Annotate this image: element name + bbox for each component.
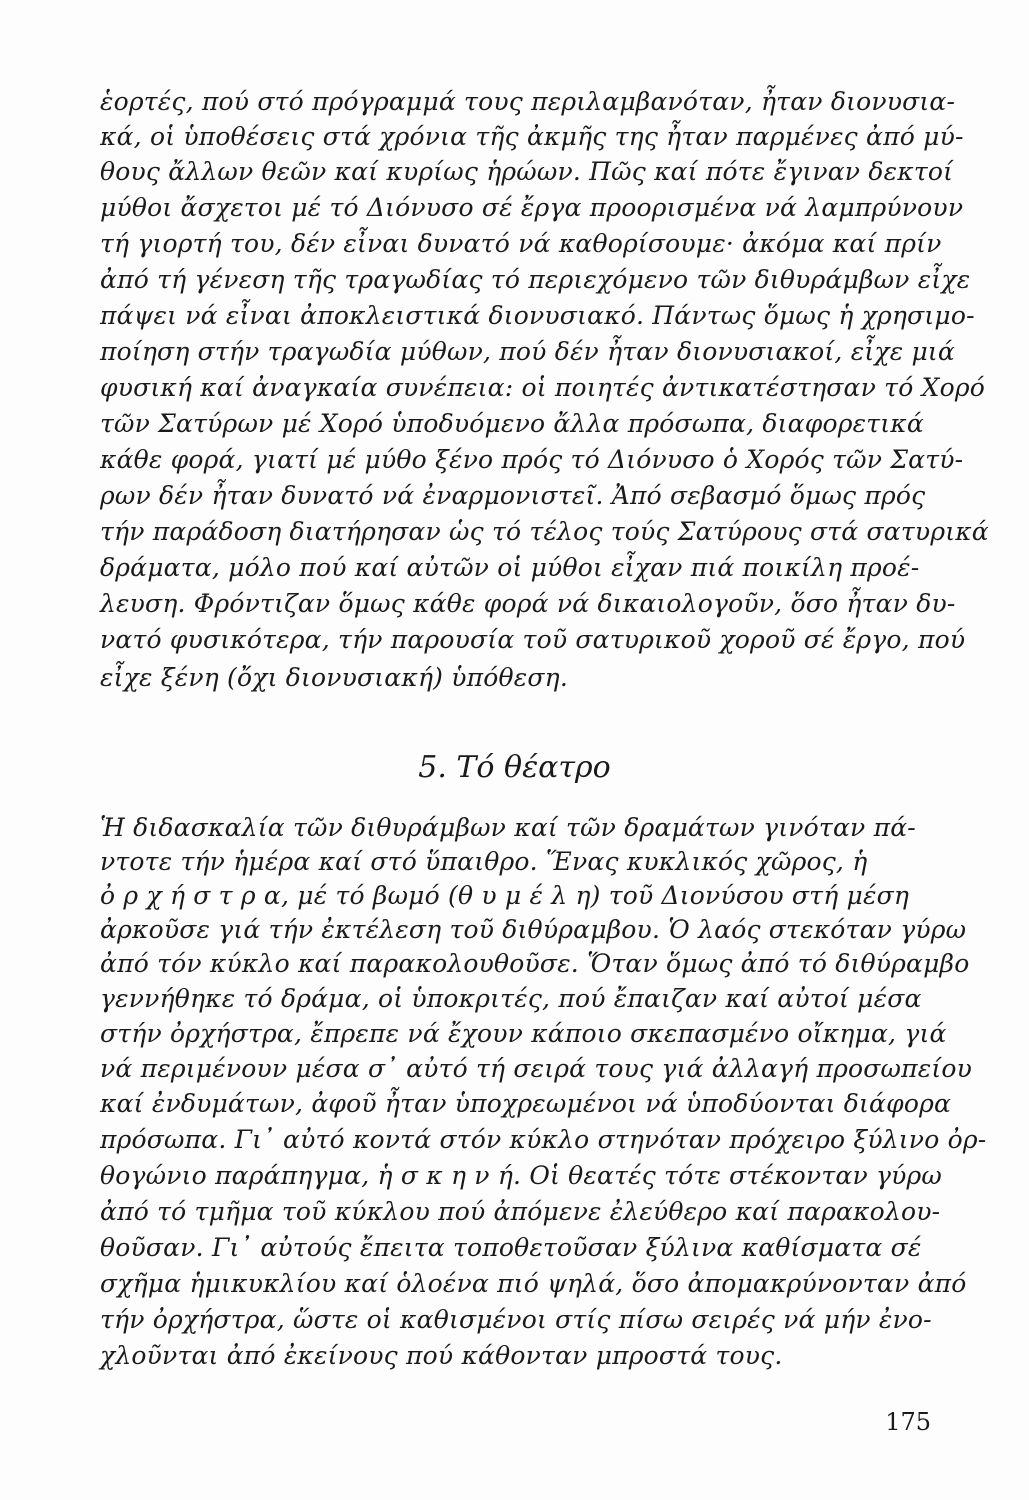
text-line: ἀπό τή γένεση τῆς τραγωδίας τό περιεχόμενο τῶν διθυράμβων εἶχε	[100, 265, 971, 294]
text-line: πρόσωπα. Γι᾽ αὐτό κοντά στόν κύκλο στηνόταν πρόχειρο ξύλινο ὀρ-	[100, 1125, 987, 1154]
text-line: τῶν Σατύρων μέ Χορό ὑποδυόμενο ἄλλα πρόσωπα, διαφορετικά	[100, 409, 924, 438]
text-line: λευση. Φρόντιζαν ὅμως κάθε φορά νά δικαιολογοῦν, ὅσο ἦταν δυ-	[100, 589, 956, 618]
text-line: θογώνιο παράπηγμα, ἡ σ κ η ν ή. Οἱ θεατές τότε στέκονταν γύρω	[100, 1161, 943, 1190]
text-line: θοῦσαν. Γι᾽ αὐτούς ἔπειτα τοποθετοῦσαν ξύλινα καθίσματα σέ	[100, 1233, 922, 1262]
text-line: στήν ὀρχήστρα, ἔπρεπε νά ἔχουν κάποιο σκεπασμένο οἴκημα, γιά	[100, 1019, 947, 1048]
text-line: δράματα, μόλο πού καί αὐτῶν οἱ μύθοι εἶχαν πιά ποικίλη προέ-	[100, 553, 920, 582]
text-line: ποίηση στήν τραγωδία μύθων, πού δέν ἦταν διονυσιακοί, εἶχε μιά	[100, 337, 955, 366]
text-line: κάθε φορά, γιατί μέ μύθο ξένο πρός τό Διόνυσο ὁ Χορός τῶν Σατύ-	[100, 445, 964, 474]
text-line: μύθοι ἄσχετοι μέ τό Διόνυσο σέ ἔργα προορισμένα νά λαμπρύνουν	[100, 193, 964, 222]
text-line: καί ἐνδυμάτων, ἀφοῦ ἦταν ὑποχρεωμένοι νά ὑποδύονται διάφορα	[100, 1089, 952, 1118]
section-heading: 5. Τό θέατρο	[418, 750, 611, 785]
text-line: εἶχε ξένη (ὄχι διονυσιακή) ὑπόθεση.	[100, 663, 568, 692]
page-number: 175	[885, 1408, 931, 1436]
text-line: σχῆμα ἡμικυκλίου καί ὁλοένα πιό ψηλά, ὅσο ἀπομακρύνονταν ἀπό	[100, 1269, 967, 1298]
text-line: νά περιμένουν μέσα σ᾽ αὐτό τή σειρά τους γιά ἀλλαγή προσωπείου	[100, 1054, 973, 1083]
text-line: τήν παράδοση διατήρησαν ὡς τό τέλος τούς Σατύρους στά σατυρικά	[100, 517, 989, 546]
text-line: ἀρκοῦσε γιά τήν ἐκτέλεση τοῦ διθύραμβου. Ὁ λαός στεκόταν γύρω	[100, 915, 967, 944]
text-line: ἀπό τόν κύκλο καί παρακολουθοῦσε. Ὅταν ὅμως ἀπό τό διθύραμβο	[100, 949, 970, 978]
text-line: φυσική καί ἀναγκαία συνέπεια: οἱ ποιητές ἀντικατέστησαν τό Χορό	[100, 373, 985, 402]
text-line: γεννήθηκε τό δράμα, οἱ ὑποκριτές, πού ἔπαιζαν καί αὐτοί μέσα	[100, 984, 922, 1013]
text-line: τή γιορτή του, δέν εἶναι δυνατό νά καθορίσουμε· ἀκόμα καί πρίν	[100, 229, 942, 258]
text-line: Ἡ διδασκαλία τῶν διθυράμβων καί τῶν δραμάτων γινόταν πά-	[100, 813, 916, 842]
text-line: νατό φυσικότερα, τήν παρουσία τοῦ σατυρικοῦ χοροῦ σέ ἔργο, πού	[100, 625, 966, 654]
text-line: ρων δέν ἦταν δυνατό νά ἐναρμονιστεῖ. Ἀπό σεβασμό ὅμως πρός	[100, 481, 926, 510]
text-line: θους ἄλλων θεῶν καί κυρίως ἡρώων. Πῶς καί πότε ἔγιναν δεκτοί	[100, 157, 954, 186]
text-line: τήν ὀρχήστρα, ὥστε οἱ καθισμένοι στίς πίσω σειρές νά μήν ἐνο-	[100, 1305, 932, 1334]
text-line: ἑορτές, πού στό πρόγραμμά τους περιλαμβανόταν, ἦταν διονυσια-	[100, 87, 956, 116]
text-line: ἀπό τό τμῆμα τοῦ κύκλου πού ἀπόμενε ἐλεύθερο καί παρακολου-	[100, 1197, 941, 1226]
text-line: πάψει νά εἶναι ἀποκλειστικά διονυσιακό. Πάντως ὅμως ἡ χρησιμο-	[100, 301, 975, 330]
text-line: χλοῦνται ἀπό ἐκείνους πού κάθονταν μπροστά τους.	[100, 1341, 783, 1370]
text-line: κά, οἱ ὑποθέσεις στά χρόνια τῆς ἀκμῆς της ἦταν παρμένες ἀπό μύ-	[100, 122, 964, 151]
text-line: ὀ ρ χ ή σ τ ρ α, μέ τό βωμό (θ υ μ έ λ η) τοῦ Διονύσου στή μέση	[100, 881, 910, 910]
text-line: ντοτε τήν ἡμέρα καί στό ὕπαιθρο. Ἕνας κυκλικός χῶρος, ἡ	[100, 847, 868, 876]
